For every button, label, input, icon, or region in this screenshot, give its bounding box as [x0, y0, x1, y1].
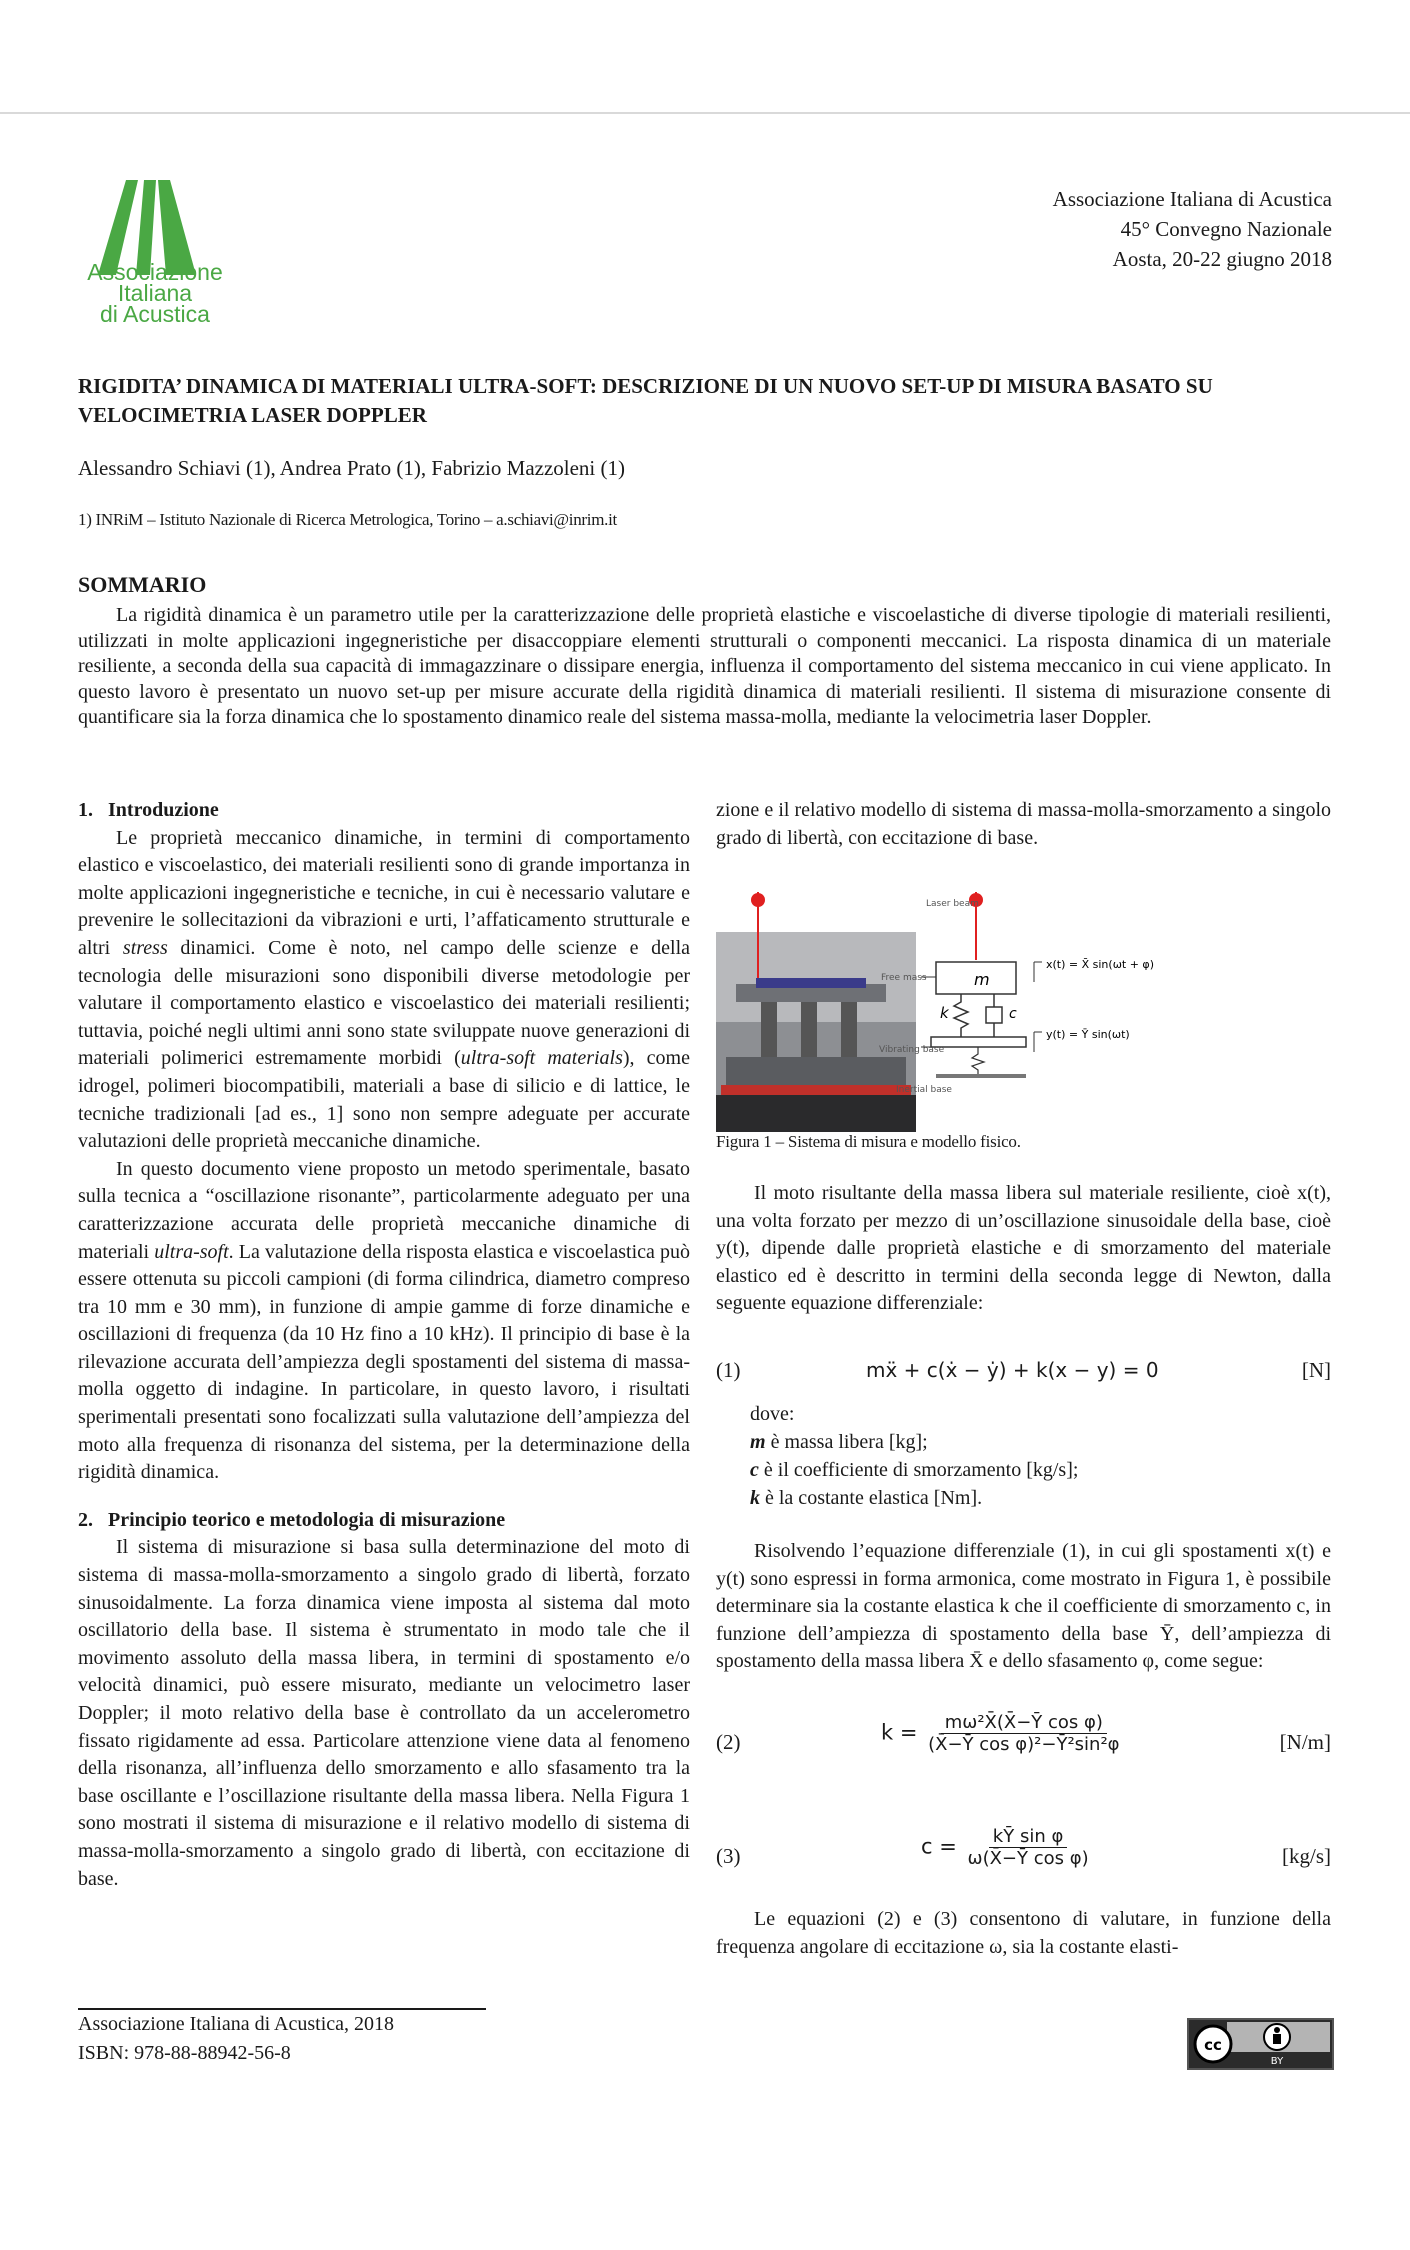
right-column-moto — [716, 1180, 1331, 1318]
measurement-photo — [716, 892, 916, 1132]
affiliation: 1) INRiM – Istituto Nazionale di Ricerca Metrologica, Torino – a.schiavi@inrim.it — [78, 510, 617, 529]
section-1-heading: 1. Introduzione — [78, 799, 219, 821]
sommario-heading: SOMMARIO — [78, 572, 207, 597]
equation-1: (1) mẍ + c(ẋ − ẏ) + k(x − y) = 0 [N] — [716, 1358, 1331, 1382]
footer: Associazione Italiana di Acustica, 2018 ISBN: 978-88-88942-56-8 — [78, 2013, 395, 2064]
right-column-final — [716, 1906, 1331, 1961]
final-paragraph: Le equazioni (2) e (3) consentono di valutare, in funzione della frequenza angolare di eccitazione ω, sia la costante elasti- — [716, 1908, 1331, 1958]
method-paragraph-1: Il sistema di misurazione si basa sulla determinazione del moto di sistema di massa-molla-smorzamento a singolo grado di libertà, forzato sinusoidalmente. La forza dinamica viene imposta al sistema dal moto oscillatorio della base. Il sistema è strumentato in modo tale che il movimento assoluto della massa libera, in termini di spostamento e/o velocità dinamici, può essere misurato, mediante un velocimetro laser Doppler; il moto relativo della base è controllato da un accelerometro fissato rigidamente ad essa. Particolare attenzione viene data al fenomeno della risonanza, all’influenza dello smorzamento e allo sfasamento tra la base oscillante e l’oscillazione risultante della massa libera. Nella Figura 1 sono mostrati il sistema di misurazione e il relativo modello di sistema di massa-molla-smorzamento a singolo grado di libertà, con eccitazione di base. — [78, 1536, 690, 1890]
svg-text:Vibrating base: Vibrating base — [879, 1045, 945, 1055]
intro-paragraph-2: In questo documento viene proposto un metodo sperimentale, basato sulla tecnica a “oscillazione risonante”, particolarmente adeguato per una caratterizzazione accurata delle proprietà meccaniche dinamiche di materiali ultra-soft. La valutazione della risposta elastica e viscoelastica può essere ottenuta su piccoli campioni (di forma cilindrica, diametro compreso tra 10 mm e 30 mm), in funzione di ampie gamme di forze dinamiche e oscillazioni di frequenza (da 10 Hz fino a 10 kHz). Il principio di base è la rilevazione accurata dell’ampiezza degli spostamenti del sistema di massa-molla oggetto di indagine. In particolare, in questo lavoro, i risultati sperimentali presentati sono focalizzati sulla valutazione dell’ampiezza del moto alla frequenza di risonanza del sistema, per la determinazione della rigidità dinamica. — [78, 1157, 690, 1484]
intro-paragraph-1: Le proprietà meccanico dinamiche, in termini di comportamento elastico e viscoelastico, dei materiali resilienti sono di grande importanza in molte applicazioni ingegneristiche e tecniche, in cui è necessario valutare e prevenire le sollecitazioni da vibrazioni e urti, l’affaticamento strutturale e altri stress dinamici. Come è noto, nel campo delle scienze e della tecnologia delle misurazioni sono disponibili diverse metodologie per valutare il comportamento elastico e viscoelastico dei materiali resilienti; tuttavia, poiché negli ultimi anni sono state sviluppate nuove generazioni di materiali polimerici estremamente morbidi (ultra-soft materials), come idrogel, polimeri biocompatibili, materiali a base di silicio e di lattice, le tecniche tradizionali [ad es., 1] sono non sempre adeguate per accurate valutazioni delle proprietà meccaniche dinamiche. — [78, 826, 690, 1153]
svg-text:c: c — [1009, 1006, 1017, 1022]
svg-text:BY: BY — [1270, 2056, 1284, 2067]
svg-text:cc: cc — [1204, 2036, 1222, 2054]
right-column-risolvendo — [716, 1538, 1331, 1676]
svg-text:Laser beam: Laser beam — [926, 899, 979, 909]
equation-2: (2) k = $\frac{\text{mω²X̄(X̄−Ȳ cos φ)}}{\text{(X̄−Ȳ cos φ)²−Ȳ²sin²φ}}$ [N/m] — [716, 1712, 1331, 1755]
authors: Alessandro Schiavi (1), Andrea Prato (1), Fabrizio Mazzoleni (1) — [78, 456, 626, 480]
top-divider — [0, 112, 1410, 114]
svg-text:k: k — [940, 1004, 949, 1022]
right-column-intro — [716, 797, 1331, 852]
svg-text:x(t) = X̄ sin(ωt + φ): x(t) = X̄ sin(ωt + φ) — [1046, 958, 1154, 971]
svg-text:y(t) = Ȳ sin(ωt): y(t) = Ȳ sin(ωt) — [1046, 1028, 1130, 1041]
moto-paragraph: Il moto risultante della massa libera sul materiale resiliente, cioè x(t), una volta forzato per mezzo di un’oscillazione sinusoidale della base, cioè y(t), dipende dalle proprietà elastiche e di smorzamento del materiale elastico ed è descritto in termini della seconda legge di Newton, dalla seguente equazione differenziale: — [716, 1182, 1331, 1315]
cc-by-license-icon — [1187, 2018, 1334, 2070]
risolvendo-paragraph: Risolvendo l’equazione differenziale (1), in cui gli spostamenti x(t) e y(t) sono espressi in forma armonica, come mostrato in Figura 1, è possibile determinare sia la costante elastica k che il coefficiente di smorzamento c, in funzione dell’ampiezza di spostamento della base Ȳ, dell’ampiezza di spostamento della massa libera X̄ e dello sfasamento φ, come segue: — [716, 1540, 1331, 1673]
paper-title: RIGIDITA’ DINAMICA DI MATERIALI ULTRA-SOFT: DESCRIZIONE DI UN NUOVO SET-UP DI MISURA BASATO SU VELOCIMETRIA LASER DOPPLER — [78, 374, 1213, 427]
figure-1-caption: Figura 1 – Sistema di misura e modello fisico. — [716, 1132, 1021, 1151]
svg-text:m: m — [974, 970, 990, 989]
left-column — [78, 797, 690, 1893]
logo-text: Associazione Italiana di Acustica — [87, 259, 223, 327]
physical-model — [879, 892, 1154, 1095]
equation-3: (3) c = $\frac{\text{kȲ sin φ}}{\text{ω(X̄−Ȳ cos φ)}}$ [kg/s] — [716, 1826, 1331, 1869]
sommario-text: La rigidità dinamica è un parametro utile per la caratterizzazione delle proprietà elastiche e viscoelastiche di diverse tipologie di materiali resilienti, utilizzati in molte applicazioni ingegneristiche per disaccoppiare elementi strutturali o componenti meccanici. La risposta dinamica di un materiale resiliente, a seconda della sua capacità di immagazzinare o dissipare energia, influenza il comportamento del sistema meccanico in cui viene applicato. In questo lavoro è presentato un nuovo set-up per misure accurate della rigidità dinamica di materiali resilienti. Il sistema di misurazione consente di quantificare sia la forza dinamica che lo spostamento dinamico reale del sistema massa-molla, mediante la velocimetria laser Doppler. — [78, 604, 1331, 728]
svg-text:Inertial base: Inertial base — [896, 1085, 952, 1095]
method-paragraph-continued: zione e il relativo modello di sistema di massa-molla-smorzamento a singolo grado di libertà, con eccitazione di base. — [716, 799, 1331, 849]
svg-text:Free mass: Free mass — [881, 973, 927, 983]
figure-1 — [716, 892, 1331, 1152]
conference-info: Associazione Italiana di Acustica 45° Convegno Nazionale Aosta, 20-22 giugno 2018 — [1052, 187, 1332, 271]
definitions: dove: m è massa libera [kg]; c è il coefficiente di smorzamento [kg/s]; k è la costante elastica [Nm]. — [750, 1403, 1079, 1509]
section-2-heading: 2. Principio teorico e metodologia di misurazione — [78, 1508, 506, 1531]
